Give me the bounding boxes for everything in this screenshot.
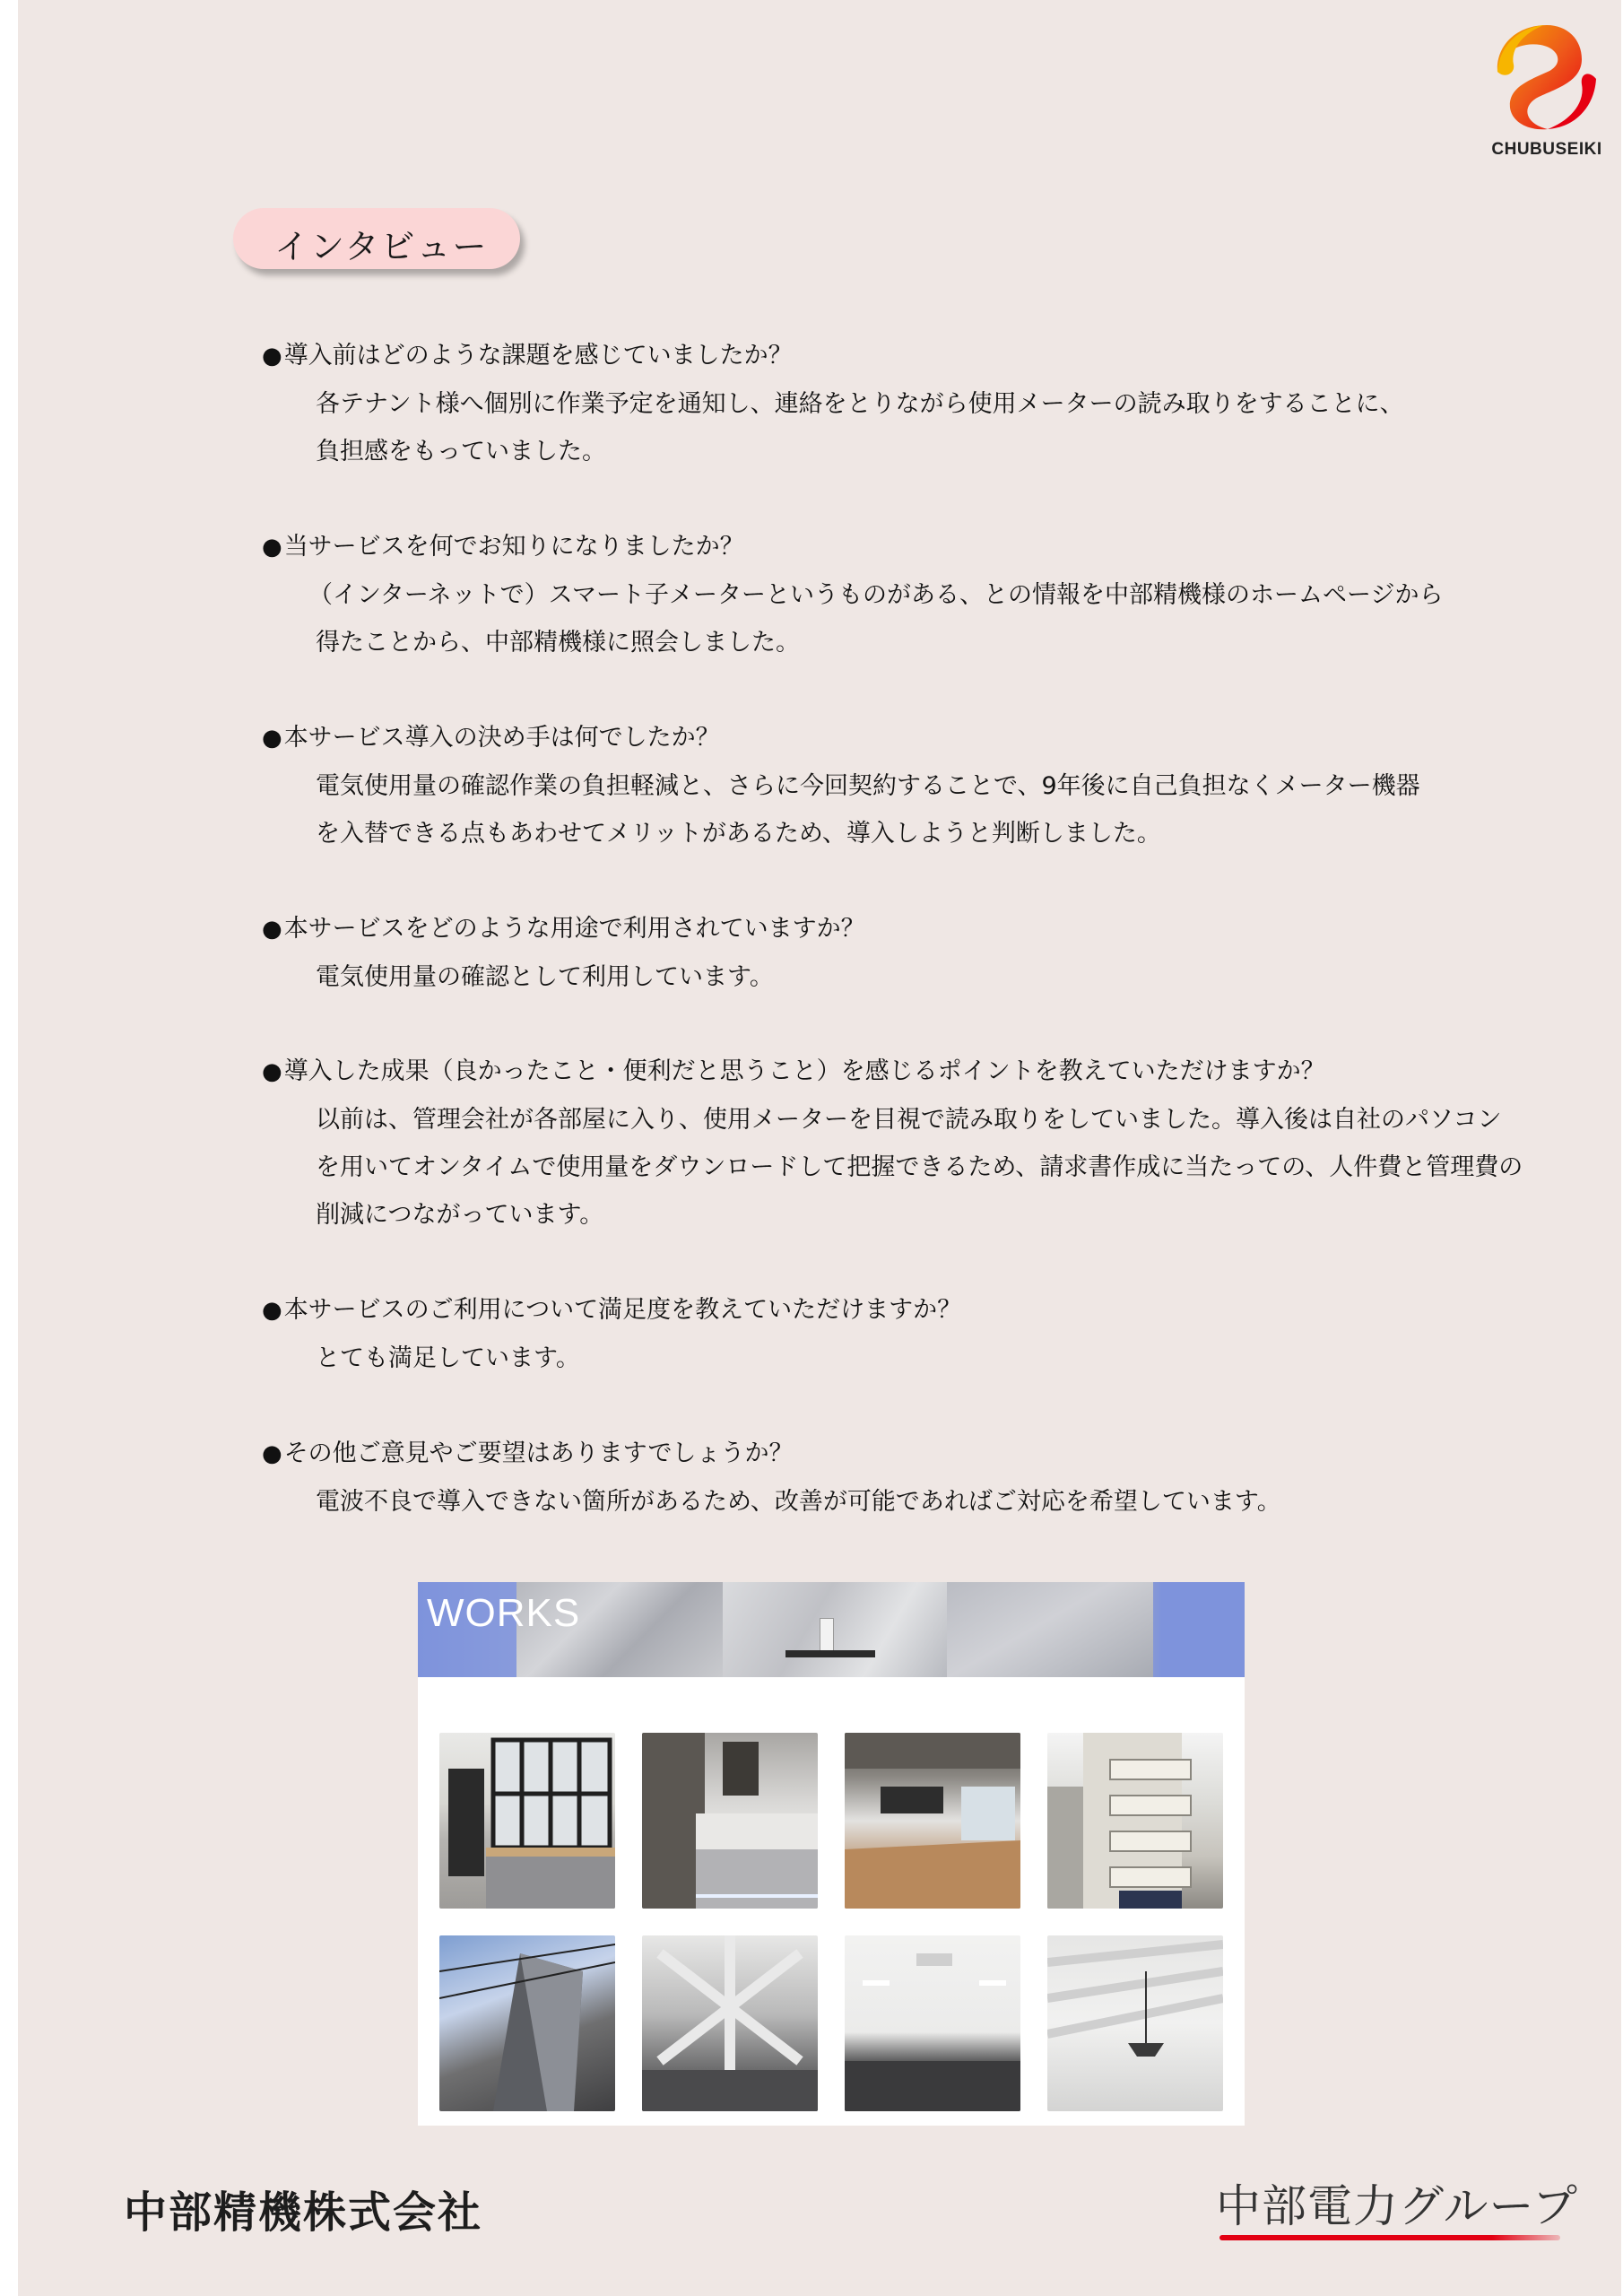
answer-line: 電気使用量の確認として利用しています。 bbox=[316, 963, 774, 991]
question bbox=[262, 1048, 1535, 1096]
answer-line: を入替できる点もあわせてメリットがあるため、導入しようと判断しました。 bbox=[316, 820, 1161, 848]
photo-building-lattice-facade bbox=[642, 1935, 818, 2111]
question bbox=[262, 332, 1535, 380]
section-header-interview bbox=[233, 208, 520, 269]
photo-graphic bbox=[845, 1935, 1020, 2111]
question bbox=[262, 714, 1535, 762]
answer-line: とても満足しています。 bbox=[316, 1344, 580, 1372]
answer-line: 削減につながっています。 bbox=[316, 1201, 604, 1229]
section-title: インタビュー bbox=[274, 227, 489, 266]
bullet: ● bbox=[262, 1297, 282, 1324]
qa-item-2 bbox=[262, 523, 1535, 666]
shelf-object bbox=[820, 1618, 834, 1652]
photo-graphic bbox=[1047, 1733, 1223, 1909]
qa-item-5 bbox=[262, 1048, 1535, 1239]
question bbox=[262, 523, 1535, 571]
answer-line: 各テナント様へ個別に作業予定を通知し、連絡をとりながら使用メーターの読み取りをすることに、 bbox=[316, 390, 1404, 418]
document-page bbox=[18, 0, 1621, 2296]
answer-line: 以前は、管理会社が各部屋に入り、使用メーターを目視で読み取りをしていました。導入後は自社のパソコン bbox=[316, 1106, 1502, 1134]
answer-line: （インターネットで）スマート子メーターというものがある、との情報を中部精機様のホームページから bbox=[308, 581, 1444, 609]
photo-graphic bbox=[642, 1935, 818, 2111]
answer-line: 得たことから、中部精機様に照会しました。 bbox=[316, 629, 800, 657]
photo-interior-kitchen-window bbox=[439, 1733, 615, 1909]
answer-line: を用いてオンタイムで使用量をダウンロードして把握できるため、請求書作成に当たっての、人件費と管理費の bbox=[316, 1153, 1523, 1181]
question-text: 導入した成果（良かったこと・便利だと思うこと）を感じるポイントを教えていただけますか？ bbox=[283, 1057, 1325, 1085]
photo-office-room-carpet bbox=[845, 1935, 1020, 2111]
question-text: 当サービスを何でお知りになりましたか？ bbox=[283, 533, 744, 561]
qa-item-7 bbox=[262, 1430, 1535, 1526]
photo-kitchen-counter bbox=[642, 1733, 818, 1909]
question-text: 本サービスをどのような用途で利用されていますか？ bbox=[283, 915, 865, 943]
answer-line: 負担感をもっていました。 bbox=[316, 438, 606, 465]
shelf bbox=[785, 1650, 875, 1657]
bullet: ● bbox=[262, 534, 282, 561]
question bbox=[262, 1430, 1535, 1478]
question-text: その他ご意見やご要望はありますでしょうか？ bbox=[283, 1439, 794, 1467]
qa-item-6 bbox=[262, 1286, 1535, 1382]
question bbox=[262, 1286, 1535, 1335]
qa-item-4 bbox=[262, 905, 1535, 1001]
photo-highrise-building-sky bbox=[439, 1935, 615, 2111]
answer-line: 電波不良で導入できない箇所があるため、改善が可能であればご対応を希望しています。 bbox=[316, 1488, 1281, 1516]
bullet: ● bbox=[262, 1058, 282, 1085]
photo-graphic bbox=[845, 1733, 1020, 1909]
logo-text: CHUBUSEIKI bbox=[1491, 140, 1602, 159]
photo-graphic bbox=[439, 1733, 615, 1909]
question-text: 本サービスのご利用について満足度を教えていただけますか？ bbox=[283, 1296, 962, 1324]
works-title: WORKS bbox=[427, 1591, 581, 1635]
photo-apartment-building-exterior bbox=[1047, 1733, 1223, 1909]
photo-graphic bbox=[1047, 1935, 1223, 2111]
bullet: ● bbox=[262, 343, 282, 370]
marble-wall-image bbox=[947, 1582, 1153, 1677]
group-name: 中部電力グループ bbox=[1216, 2180, 1578, 2232]
question-text: 本サービス導入の決め手は何でしたか？ bbox=[283, 724, 720, 752]
works-banner bbox=[418, 1582, 1245, 1677]
qa-item-3 bbox=[262, 714, 1535, 857]
photo-graphic bbox=[439, 1935, 615, 2111]
photo-graphic bbox=[642, 1733, 818, 1909]
chubuseiki-swirl-icon bbox=[1488, 18, 1605, 135]
qa-item-1 bbox=[262, 332, 1535, 475]
photo-empty-room-wood-floor bbox=[845, 1733, 1020, 1909]
bullet: ● bbox=[262, 916, 282, 943]
question-text: 導入前はどのような課題を感じていましたか？ bbox=[283, 342, 793, 370]
works-gallery bbox=[418, 1582, 1245, 2126]
company-logo bbox=[1480, 18, 1614, 161]
photo-ceiling-beams-lamp bbox=[1047, 1935, 1223, 2111]
question bbox=[262, 905, 1535, 953]
answer-line: 電気使用量の確認作業の負担軽減と、さらに今回契約することで、9年後に自己負担なくメーター機器 bbox=[316, 772, 1420, 800]
marble-wall-image bbox=[723, 1582, 947, 1677]
company-name: 中部精機株式会社 bbox=[124, 2187, 483, 2238]
group-underline bbox=[1219, 2235, 1560, 2240]
bullet: ● bbox=[262, 725, 282, 752]
bullet: ● bbox=[262, 1440, 282, 1467]
